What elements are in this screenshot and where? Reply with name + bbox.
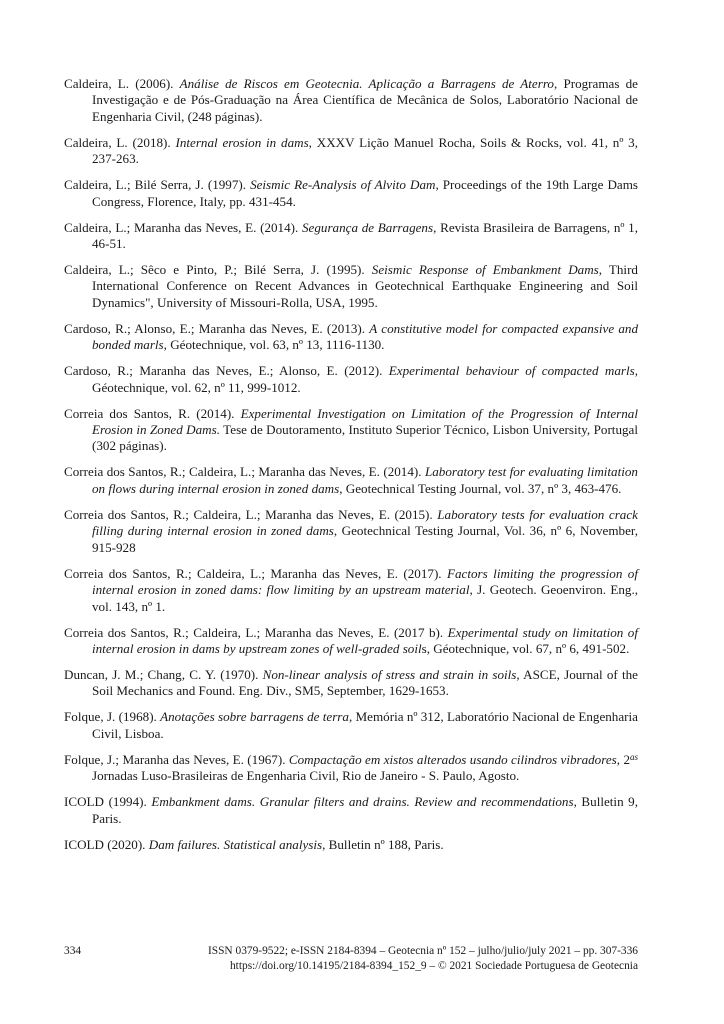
- reference-entry: [64, 566, 638, 615]
- reference-authors-year: Correia dos Santos, R.; Caldeira, L.; Maranha das Neves, E. (2015).: [64, 506, 438, 522]
- reference-title: Laboratory test for evaluating limitation on flows during internal erosion in zoned dams: [92, 464, 638, 496]
- reference-title: Análise de Riscos em Geotecnia. Aplicação a Barragens de Aterro: [179, 76, 554, 91]
- reference-entry: [64, 507, 638, 556]
- reference-authors-year: Cardoso, R.; Maranha das Neves, E.; Alonso, E. (2012).: [64, 363, 389, 379]
- reference-title: Dam failures. Statistical analysis: [148, 836, 323, 852]
- reference-source: , Proceedings of the 19th Large Dams Congress, Florence, Italy, pp. 431-454.: [92, 177, 638, 209]
- reference-authors-year: ICOLD (2020).: [64, 836, 149, 852]
- reference-entry: [64, 406, 638, 455]
- reference-source: , XXXV Lição Manuel Rocha, Soils & Rocks, vol. 41, nº 3, 237-263.: [92, 134, 638, 167]
- reference-ordinal-superscript: as: [630, 751, 639, 762]
- reference-entry: [64, 709, 638, 742]
- reference-title: Anotações sobre barragens de terra: [160, 709, 349, 725]
- reference-entry: [64, 667, 638, 700]
- reference-edition-number: , 2: [616, 751, 630, 767]
- reference-authors-year: Correia dos Santos, R. (2014).: [64, 405, 241, 421]
- reference-authors-year: Caldeira, L. (2018).: [64, 134, 176, 150]
- reference-source: , Third International Conference on Recent Advances in Geotechnical Earthquake Engineering and Soil Dynamics", University of Missouri-Rolla, USA, 1995.: [92, 262, 638, 310]
- reference-source: , Revista Brasileira de Barragens, nº 1, 46-51.: [92, 219, 638, 252]
- page-footer: [64, 944, 638, 974]
- reference-authors-year: Folque, J. (1968).: [64, 709, 161, 725]
- reference-authors-year: Folque, J.; Maranha das Neves, E. (1967).: [64, 751, 289, 767]
- reference-authors-year: Duncan, J. M.; Chang, C. Y. (1970).: [64, 666, 263, 682]
- footer-doi-line: https://doi.org/10.14195/2184-8394_152_9 – © 2021 Sociedade Portuguesa de Geotecnia: [229, 960, 638, 972]
- reference-authors-year: Cardoso, R.; Alonso, E.; Maranha das Neves, E. (2013).: [64, 320, 370, 336]
- reference-source: , J. Geotech. Geoenviron. Eng., vol. 143, nº 1.: [92, 582, 638, 614]
- reference-authors-year: Correia dos Santos, R.; Caldeira, L.; Maranha das Neves, E. (2017).: [64, 565, 448, 581]
- reference-source: , Programas de Investigação e de Pós-Graduação na Área Científica de Mecânica de Solos, Laboratório Nacional de Engenharia Civil, (248 páginas).: [92, 76, 638, 124]
- reference-source: , Geotechnical Testing Journal, vol. 37, nº 3, 463-476.: [339, 480, 622, 496]
- reference-source: , Bulletin 9, Paris.: [92, 794, 639, 826]
- reference-source: , Géotechnique, vol. 62, nº 11, 999-1012.: [92, 363, 638, 395]
- reference-title: Experimental behaviour of compacted marls: [388, 363, 635, 379]
- reference-title: Non-linear analysis of stress and strain in soils,: [262, 666, 520, 682]
- footer-issn-line: ISSN 0379-9522; e-ISSN 2184-8394 – Geotecnia nº 152 – julho/julio/july 2021 – pp. 307-336: [207, 945, 638, 957]
- reference-entry: [64, 262, 638, 311]
- reference-entry: [64, 76, 638, 125]
- reference-source: , Géotechnique, vol. 63, nº 13, 1116-1130.: [163, 337, 385, 353]
- reference-entry: [64, 464, 638, 497]
- reference-entry: [64, 794, 638, 827]
- reference-entry: [64, 837, 638, 853]
- reference-title: Compactação em xistos alterados usando cilindros vibradores: [288, 751, 617, 767]
- reference-title: Seismic Re-Analysis of Alvito Dam: [250, 177, 436, 193]
- reference-title: Segurança de Barragens: [302, 219, 434, 235]
- reference-entry: [64, 625, 638, 658]
- reference-list: [64, 76, 638, 863]
- reference-entry: [64, 321, 638, 354]
- reference-authors-year: Correia dos Santos, R.; Caldeira, L.; Maranha das Neves, E. (2014).: [64, 464, 425, 480]
- reference-entry: [64, 177, 638, 210]
- reference-title: Laboratory tests for evaluation crack filling during internal erosion in zoned dams: [92, 506, 638, 539]
- reference-authors-year: ICOLD (1994).: [64, 794, 152, 810]
- reference-title: Internal erosion in dams: [175, 134, 309, 150]
- reference-authors-year: Caldeira, L. (2006).: [64, 76, 180, 91]
- reference-title: Factors limiting the progression of internal erosion in zoned dams: flow limiting by an upstream material: [92, 565, 638, 598]
- reference-title: Embankment dams. Granular filters and drains. Review and recommendations: [151, 794, 574, 810]
- reference-authors-year: Correia dos Santos, R.; Caldeira, L.; Maranha das Neves, E. (2017 b).: [64, 624, 448, 640]
- reference-title: A constitutive model for compacted expansive and bonded marls: [92, 320, 638, 353]
- reference-entry: [64, 220, 638, 253]
- reference-source: , Bulletin nº 188, Paris.: [322, 836, 444, 852]
- reference-entry: [64, 363, 638, 396]
- reference-source: s, Géotechnique, vol. 67, nº 6, 491-502.: [421, 640, 630, 656]
- reference-source: Jornadas Luso-Brasileiras de Engenharia Civil, Rio de Janeiro - S. Paulo, Agosto.: [92, 768, 520, 784]
- reference-title: Seismic Response of Embankment Dams: [371, 262, 599, 278]
- reference-authors-year: Caldeira, L.; Maranha das Neves, E. (2014).: [64, 219, 302, 235]
- reference-entry: [64, 135, 638, 168]
- reference-source: Tese de Doutoramento, Instituto Superior Técnico, Lisbon University, Portugal (302 páginas).: [92, 422, 638, 454]
- reference-authors-year: Caldeira, L.; Bilé Serra, J. (1997).: [64, 177, 251, 193]
- reference-authors-year: Caldeira, L.; Sêco e Pinto, P.; Bilé Serra, J. (1995).: [64, 262, 372, 278]
- page-number: 334: [64, 945, 82, 957]
- reference-source: , Memória nº 312, Laboratório Nacional de Engenharia Civil, Lisboa.: [92, 709, 638, 741]
- reference-source: , Geotechnical Testing Journal, Vol. 36, nº 6, November, 915-928: [92, 523, 638, 555]
- reference-entry: [64, 752, 638, 785]
- reference-source: ASCE, Journal of the Soil Mechanics and Found. Eng. Div., SM5, September, 1629-1653.: [92, 666, 638, 699]
- reference-title: Experimental study on limitation of internal erosion in dams by upstream zones of well-graded soil: [92, 624, 638, 656]
- reference-title: Experimental Investigation on Limitation of the Progression of Internal Erosion in Zoned Dams.: [92, 405, 638, 438]
